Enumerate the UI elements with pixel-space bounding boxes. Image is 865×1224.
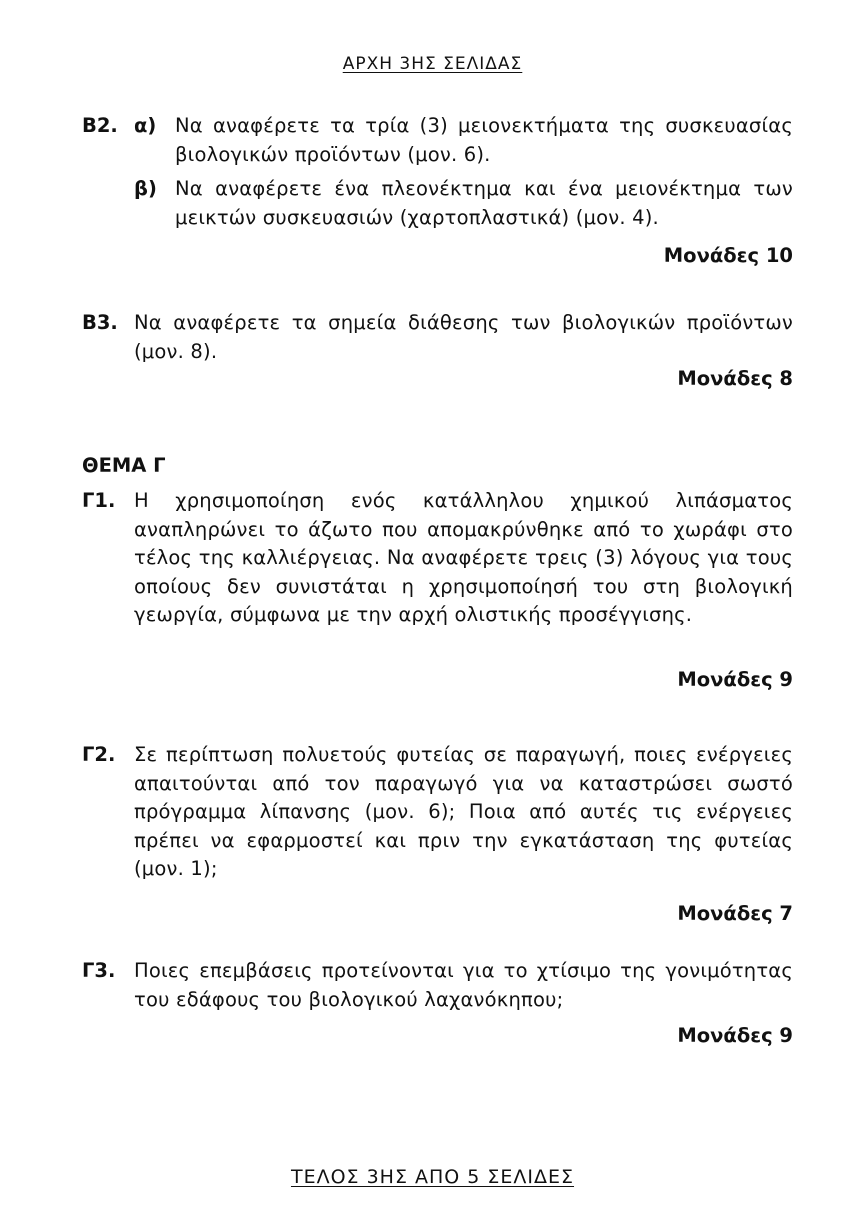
marks-g2: Μονάδες 7 (677, 902, 793, 925)
question-b2 (82, 112, 793, 232)
question-text: Να αναφέρετε τα σημεία διάθεσης των βιολογικών προϊόντων (μον. 8). (134, 311, 793, 363)
question-label: Β3. (82, 311, 118, 334)
section-title: ΘΕΜΑ Γ (82, 454, 166, 477)
question-label: Γ3. (82, 959, 116, 982)
question-b2-part-a (134, 112, 793, 169)
marks-g1: Μονάδες 9 (677, 668, 793, 691)
question-label: Γ2. (82, 743, 116, 766)
question-g3 (82, 957, 793, 1014)
question-g2 (82, 741, 793, 884)
question-text: Σε περίπτωση πολυετούς φυτείας σε παραγωγή, ποιες ενέργειες απαιτούνται από τον παραγωγό για να καταστρώσει σωστό πρόγραμμα λίπανσης (μον. 6); Ποια από αυτές τις ενέργειες πρέπει να εφαρμοστεί και πριν την εγκατάσταση της φυτείας (μον. 1); (134, 743, 793, 880)
question-text: Ποιες επεμβάσεις προτείνονται για το χτίσιμο της γονιμότητας του εδάφους του βιολογικού λαχανόκηπου; (134, 959, 793, 1011)
question-label: Β2. (82, 114, 118, 137)
part-label: α) (134, 114, 157, 137)
part-text: Να αναφέρετε ένα πλεονέκτημα και ένα μειονέκτημα των μεικτών συσκευασιών (χαρτοπλαστικά) (μον. 4). (175, 177, 793, 229)
page-header: ΑΡΧΗ 3ΗΣ ΣΕΛΙΔΑΣ (342, 54, 523, 74)
question-label: Γ1. (82, 489, 116, 512)
marks-b2: Μονάδες 10 (663, 244, 793, 267)
page-footer: ΤΕΛΟΣ 3ΗΣ ΑΠΟ 5 ΣΕΛΙΔΕΣ (290, 1166, 575, 1188)
marks-g3: Μονάδες 9 (677, 1024, 793, 1047)
question-g1 (82, 487, 793, 630)
marks-b3: Μονάδες 8 (677, 367, 793, 390)
part-label: β) (134, 177, 157, 200)
question-b2-part-b (134, 175, 793, 232)
part-text: Να αναφέρετε τα τρία (3) μειονεκτήματα της συσκευασίας βιολογικών προϊόντων (μον. 6). (175, 114, 793, 166)
question-text: Η χρησιμοποίηση ενός κατάλληλου χημικού λιπάσματος αναπληρώνει το άζωτο που απομακρύνθηκε από το χωράφι στο τέλος της καλλιέργειας. Να αναφέρετε τρεις (3) λόγους για τους οποίους δεν συνιστάται η χρησιμοποίησή του στη βιολογική γεωργία, σύμφωνα με την αρχή ολιστικής προσέγγισης. (134, 489, 793, 626)
question-b3 (82, 309, 793, 366)
